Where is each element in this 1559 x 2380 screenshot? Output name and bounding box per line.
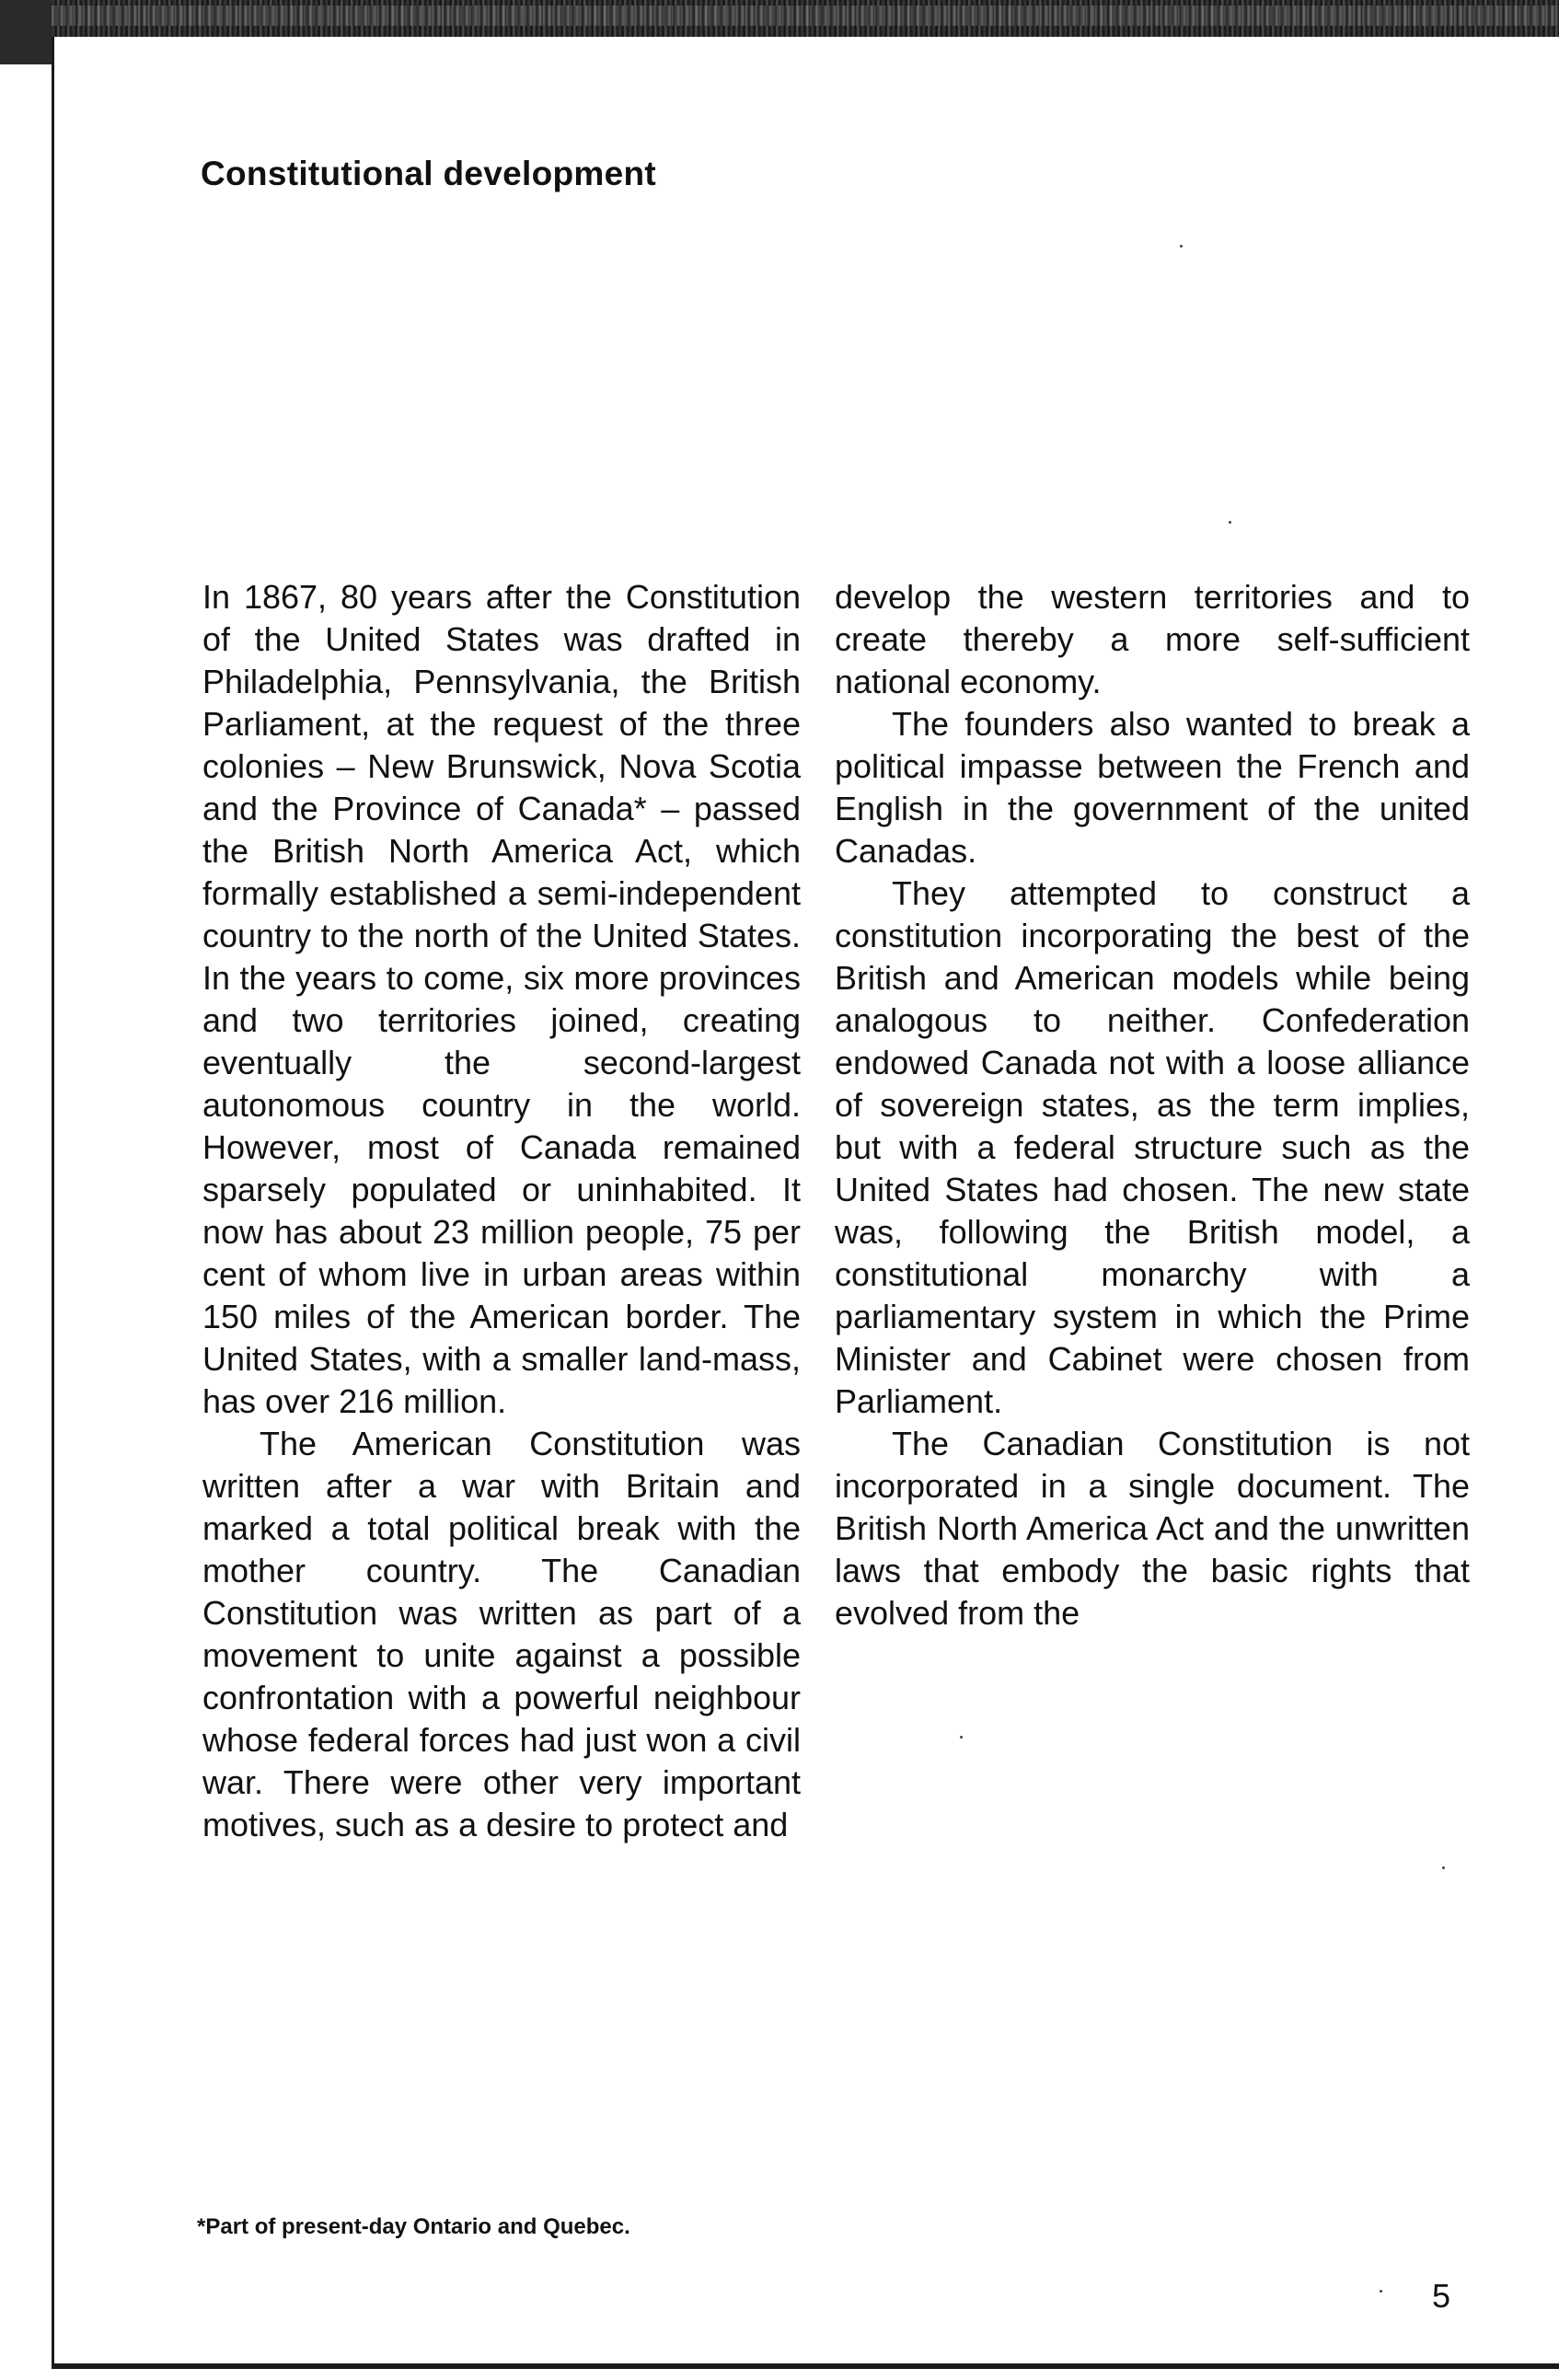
scan-edge-left <box>52 37 54 2365</box>
page-number: 5 <box>1431 2277 1450 2315</box>
paragraph: In 1867, 80 years after the Constitution of the United States was drafted in Philadelphia, Pennsylvania, the British Parliament, at the request of the three colonies – New Brunswick, Nova Scotia and the Province of Canada* – passed the British North America Act, which formally established a semi-independent country to the north of the United States. In the years to come, six more provinces and two territories joined, creating eventually the second-largest autonomous country in the world. However, most of Canada remained sparsely populated or uninhabited. It now has about 23 million people, 75 per cent of whom live in urban areas within 150 miles of the American border. The United States, with a smaller land-mass, has over 216 million. <box>202 578 801 1420</box>
scan-corner <box>0 0 52 64</box>
footnote: *Part of present-day Ontario and Quebec. <box>197 2214 630 2239</box>
scan-edge-top-texture <box>0 6 1559 26</box>
paragraph: The founders also wanted to break a political impasse between the French and English in the government of the united Canadas. <box>835 705 1470 870</box>
left-column <box>202 576 801 1846</box>
scan-speck <box>1180 245 1183 248</box>
paragraph: They attempted to construct a constitution incorporating the best of the British and American models while being analogous to neither. Confederation endowed Canada not with a loose alliance of sovereign states, as the term implies, but with a federal structure such as the United States had chosen. The new state was, following the British model, a constitutional monarchy with a parliamentary system in which the Prime Minister and Cabinet were chosen from Parliament. <box>835 874 1470 1420</box>
page-heading: Constitutional development <box>201 155 656 192</box>
paragraph: The Canadian Constitution is not incorporated in a single document. The British North America Act and the unwritten laws that embody the basic rights that evolved from the <box>835 1425 1470 1632</box>
scan-speck <box>1442 1866 1445 1869</box>
right-column <box>835 576 1470 1635</box>
scan-speck <box>1229 521 1231 524</box>
scan-edge-bottom <box>52 2363 1559 2369</box>
paragraph: develop the western territories and to create thereby a more self-sufficient national economy. <box>835 578 1470 700</box>
scan-speck <box>1380 2290 1382 2293</box>
paragraph: The American Constitution was written after a war with Britain and marked a total political break with the mother country. The Canadian Constitution was written as part of a movement to unite against a possible confrontation with a powerful neighbour whose federal forces had just won a civil war. There were other very important motives, such as a desire to protect and <box>202 1425 801 1843</box>
scan-speck <box>960 1736 963 1739</box>
